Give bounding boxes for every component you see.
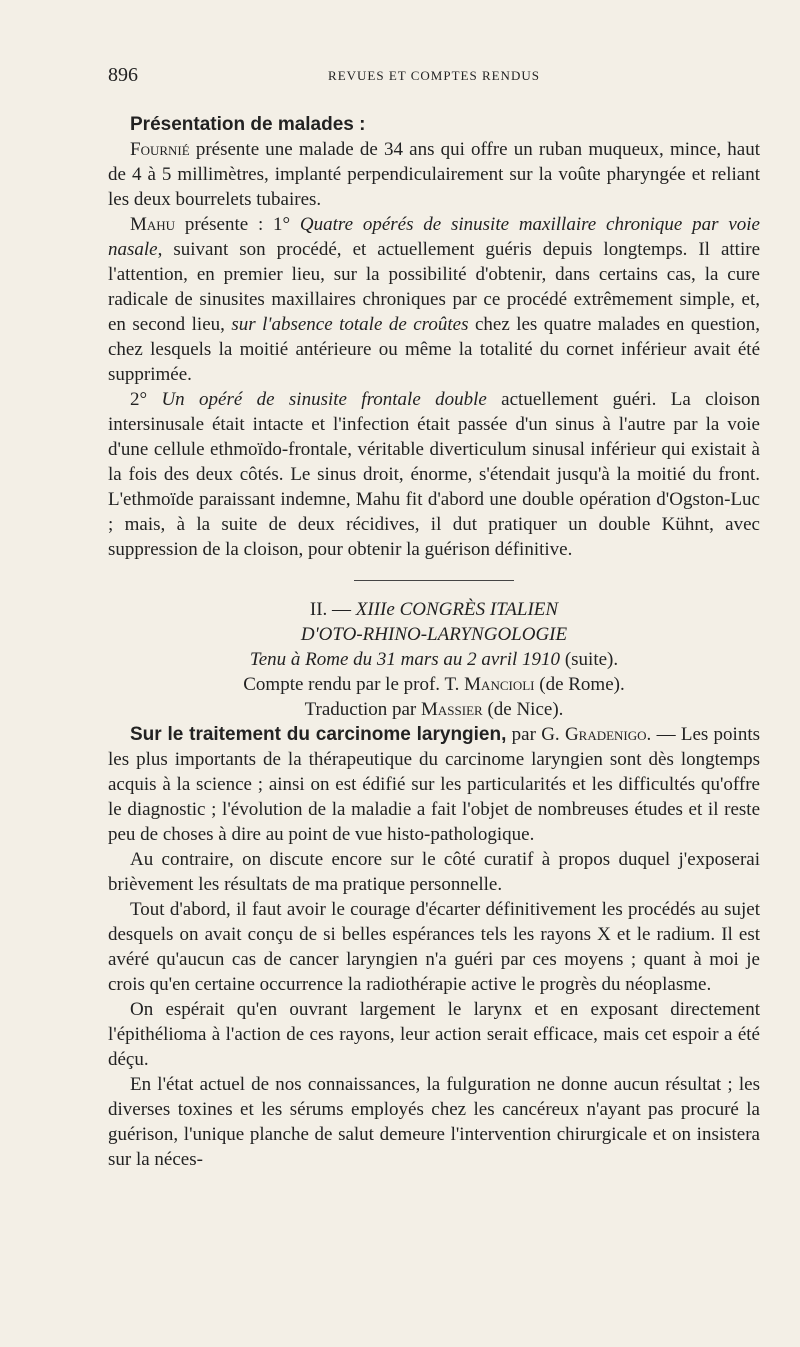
page-body <box>108 112 760 1172</box>
paragraph-text: actuellement guéri. La cloison intersinusale était intacte et l'infection était passée d'un sinus à l'autre par la voie d'une cellule ethmoïdo-frontale, véritable diverticulum sinusal inférieur qui existait à la fois des deux côtés. Le sinus droit, énorme, s'étendait jusqu'à la moitié du front. L'ethmoïde paraissant indemne, Mahu fit d'abord une double opération d'Ogston-Luc ; mais, à la suite de deux récidives, il dut pratiquer un double Kühnt, avec suppression de la cloison, pour obtenir la guérison définitive. <box>108 389 760 560</box>
congress-title-line1 <box>108 597 760 622</box>
translator-name: Massier <box>421 699 483 720</box>
congress-dates <box>108 647 760 672</box>
running-title: REVUES ET COMPTES RENDUS <box>328 68 540 83</box>
paragraph-text: . — Les points les plus importants de la thérapeutique du carcinome laryngien sont dès longtemps acquis à la science ; ainsi on est édifié sur les particularités et les difficultés qu'offre le diagnostic ; l'évolution de la maladie a fait l'objet de nombreuses études et il reste peu de choses à dire au point de vue histo-pathologique. <box>108 724 760 845</box>
congress-dates-text: Tenu à Rome du 31 mars au 2 avril 1910 <box>249 649 561 670</box>
paragraph-text: présente : 1° <box>175 214 300 235</box>
paragraph-text: présente une malade de 34 ans qui offre un ruban muqueux, mince, haut de 4 à 5 millimètres, implanté perpendiculairement sur la voûte pharyngée et reliant les deux bourrelets tubaires. <box>108 139 760 210</box>
congress-title-line2: D'OTO-RHINO-LARYNGOLOGIE <box>300 624 568 645</box>
author-name: Gradenigo <box>564 724 647 745</box>
credit-text: Traduction par <box>304 699 422 720</box>
author-name: Mahu <box>130 214 176 235</box>
reporter-name: Mancioli <box>464 674 535 695</box>
paragraph-curative: Au contraire, on discute encore sur le côté curatif à propos duquel j'exposerai brièvement les résultats de ma pratique personnelle. <box>108 849 760 895</box>
paragraph-gradenigo <box>108 722 760 847</box>
section-heading: Présentation de malades : <box>130 114 366 135</box>
paragraph-fournie <box>108 137 760 212</box>
italic-phrase: Un opéré de sinusite frontale double <box>161 389 487 410</box>
paragraph-fulguration: En l'état actuel de nos connaissances, la fulguration ne donne aucun résultat ; les diverses toxines et les sérums employés chez les cancéreux n'ayant pas procuré la guérison, l'unique planche de salut demeure l'intervention chirurgicale et on insistera sur la néces- <box>108 1074 760 1170</box>
italic-phrase: Quatre opérés de sinusite maxillaire chronique par voie nasale <box>108 214 760 260</box>
paragraph-frontal-sinusitis <box>108 387 760 562</box>
congress-dates-suffix: (suite). <box>560 649 619 670</box>
page-header <box>108 64 760 88</box>
paragraph-text: par G. <box>506 724 565 745</box>
section-numeral: II. — <box>309 599 356 620</box>
congress-title: XIIIe CONGRÈS ITALIEN <box>355 599 559 620</box>
report-credit <box>108 672 760 697</box>
italic-phrase: sur l'absence totale de croûtes <box>231 314 469 335</box>
paragraph-text: chez les quatre malades en question, chez lesquels la moitié antérieure ou même la totalité du cornet inférieur avait été supprimée. <box>108 314 760 385</box>
translation-credit <box>108 697 760 722</box>
paragraph-epithelioma: On espérait qu'en ouvrant largement le larynx et en exposant directement l'épithélioma à l'action de ces rayons, leur action serait efficace, mais cet espoir a été déçu. <box>108 999 760 1070</box>
paragraph-text: 2° <box>130 389 162 410</box>
paragraph-mahu <box>108 212 760 387</box>
credit-text: Compte rendu par le prof. T. <box>243 674 465 695</box>
article-subheading: Sur le traitement du carcinome laryngien, <box>130 724 507 745</box>
paragraph-text: , suivant son procédé, et actuellement guéris depuis longtemps. Il attire l'attention, en premier lieu, sur la possibilité d'obtenir, dans certains cas, la cure radicale de sinusites maxillaires chroniques par ce procédé extrêmement simple, et, en second lieu, <box>108 239 760 335</box>
author-name: Fournié <box>130 139 190 160</box>
section-divider <box>354 580 514 581</box>
credit-text: (de Nice). <box>482 699 564 720</box>
paragraph-radiotherapy: Tout d'abord, il faut avoir le courage d'écarter définitivement les procédés au sujet desquels on avait conçu de si belles espérances tels les rayons X et le radium. Il est avéré qu'aucun cas de cancer laryngien n'a guéri par ces moyens ; quant à moi je crois qu'en certaine occurrence la radiothérapie active le progrès du néoplasme. <box>108 899 760 995</box>
page-number: 896 <box>108 64 138 86</box>
credit-text: (de Rome). <box>534 674 625 695</box>
